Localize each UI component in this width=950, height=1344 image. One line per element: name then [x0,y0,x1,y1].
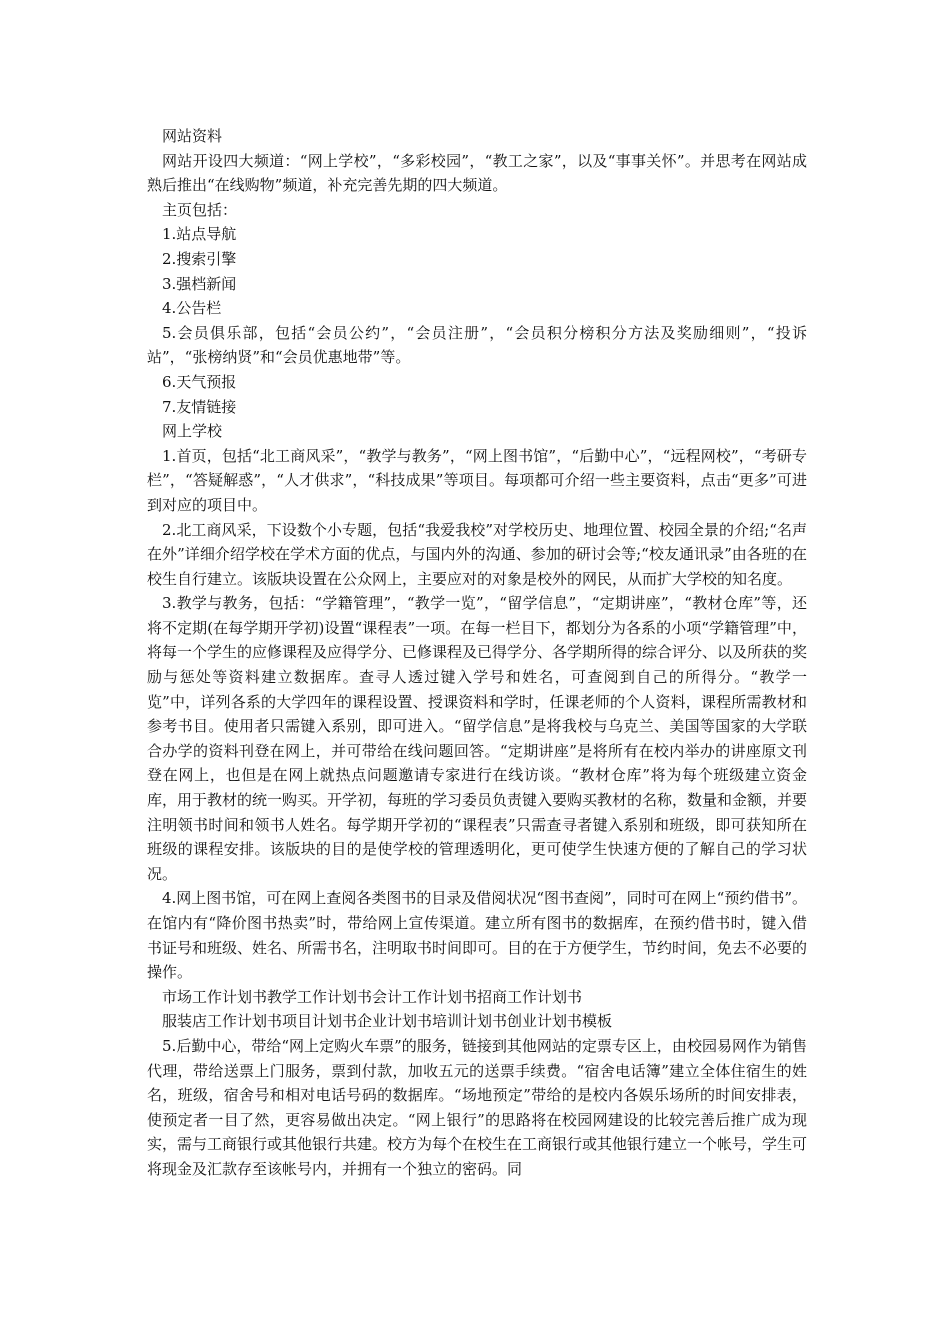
document-body [147,124,807,1182]
paragraph: 主页包括： [162,200,238,219]
paragraph: 6.天气预报 [162,372,237,391]
paragraph: 5.后勤中心，带给“网上定购火车票”的服务，链接到其他网站的定票专区上，由校园易网作为销售代理，带给送票上门服务，票到付款，加收五元的送票手续费。“宿舍电话簿”建立全体住宿生的姓名，班级，宿舍号和相对电话号码的数据库。“场地预定”带给的是校内各娱乐场所的时间安排表，使预定者一目了然，更容易做出决定。“网上银行”的思路将在校园网建设的比较完善后推广成为现实，需与工商银行或其他银行共建。校方为每个在校生在工商银行或其他银行建立一个帐号，学生可将现金及汇款存至该帐号内，并拥有一个独立的密码。同 [147,1036,808,1178]
paragraph: 2.北工商风采，下设数个小专题，包括“我爱我校”对学校历史、地理位置、校园全景的介绍;“名声在外”详细介绍学校在学术方面的优点，与国内外的沟通、参加的研讨会等;“校友通讯录”由各班的在校生自行建立。该版块设置在公众网上，主要应对的对象是校外的网民，从而扩大学校的知名度。 [147,520,807,588]
paragraph: 网站开设四大频道：“网上学校”，“多彩校园”，“教工之家”，以及“事事关怀”。并思考在网站成熟后推出“在线购物”频道，补充完善先期的四大频道。 [147,151,807,195]
paragraph: 1.站点导航 [162,225,237,244]
paragraph: 3.教学与教务，包括：“学籍管理”，“教学一览”，“留学信息”，“定期讲座”，“教材仓库”等，还将不定期(在每学期开学初)设置“课程表”一项。在每一栏目下，都划分为各系的小项“学籍管理”中，将每一个学生的应修课程及应得学分、已修课程及已得学分、各学期所得的综合评分、以及所获的奖励与惩处等资料建立数据库。查寻人透过键入学号和姓名，可查阅到自己的所得分。“教学一览”中，详列各系的大学四年的课程设置、授课资料和学时，任课老师的个人资料，课程所需教材和参考书目。使用者只需键入系别，即可进入。“留学信息”是将我校与乌克兰、美国等国家的大学联合办学的资料刊登在网上，并可带给在线问题回答。“定期讲座”是将所有在校内举办的讲座原文刊登在网上，也但是在网上就热点问题邀请专家进行在线访谈。“教材仓库”将为每个班级建立资金库，用于教材的统一购买。开学初，每班的学习委员负责键入要购买教材的名称，数量和金额，并要注明领书时间和领书人姓名。每学期开学初的“课程表”只需查寻者键入系别和班级，即可获知所在班级的课程安排。该版块的目的是使学校的管理透明化，更可使学生快速方便的了解自己的学习状况。 [147,594,808,883]
paragraph: 3.强档新闻 [162,274,237,293]
paragraph: 5.会员俱乐部，包括“会员公约”，“会员注册”，“会员积分榜积分方法及奖励细则”，“投诉站”，“张榜纳贤”和“会员优惠地带”等。 [147,323,807,367]
paragraph: 7.友情链接 [162,397,237,416]
paragraph: 市场工作计划书教学工作计划书会计工作计划书招商工作计划书 [162,987,583,1006]
paragraph: 4.网上图书馆，可在网上查阅各类图书的目录及借阅状况“图书查阅”，同时可在网上“预约借书”。在馆内有“降价图书热卖”时，带给网上宣传渠道。建立所有图书的数据库，在预约借书时，键入借书证号和班级、姓名、所需书名，注明取书时间即可。目的在于方便学生，节约时间，免去不必要的操作。 [147,889,808,982]
paragraph: 2.搜索引擎 [162,249,237,268]
paragraph: 网上学校 [162,422,223,441]
paragraph: 1.首页，包括“北工商风采”，“教学与教务”，“网上图书馆”，“后勤中心”，“远程网校”，“考研专栏”，“答疑解惑”，“人才供求”，“科技成果”等项目。每项都可介绍一些主要资料，点击“更多”可进到对应的项目中。 [147,446,807,514]
paragraph: 网站资料 [162,127,223,145]
paragraph: 4.公告栏 [162,299,222,318]
paragraph: 服装店工作计划书项目计划书企业计划书培训计划书创业计划书模板 [162,1012,613,1031]
